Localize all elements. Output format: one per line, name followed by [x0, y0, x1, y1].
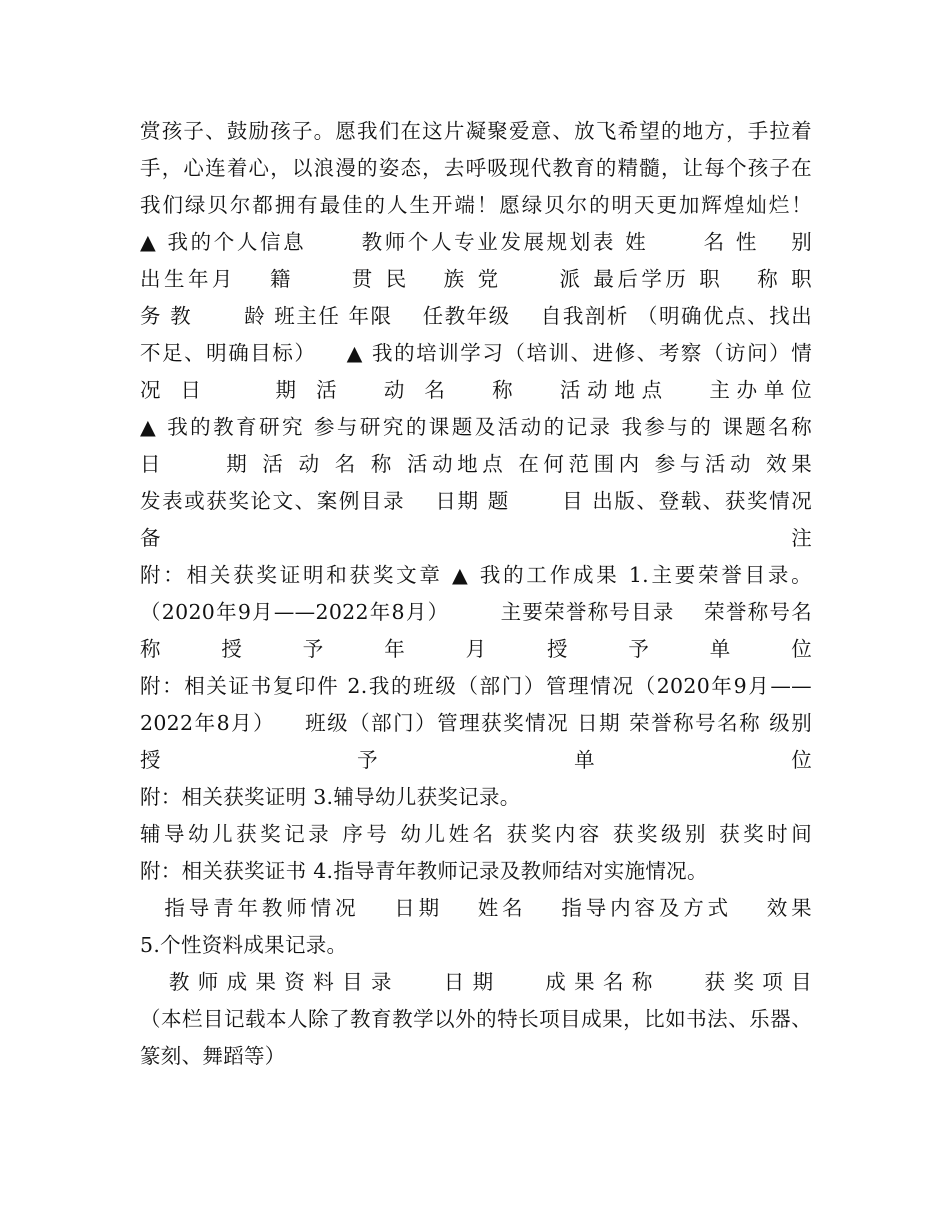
text-line: 附：相关证书复印件 2.我的班级（部门）管理情况（2020年9月—— — [140, 674, 812, 698]
text-line: 称 授 予 年 月 授 予 单 位 — [140, 637, 812, 661]
text-line: 赏孩子、鼓励孩子。愿我们在这片凝聚爱意、放飞希望的地方，手拉着 — [140, 119, 812, 143]
text-line: 附：相关获奖证明 3.辅导幼儿获奖记录。 — [140, 785, 521, 809]
text-line: 不足、明确目标） ▲ 我的培训学习（培训、进修、考察（访问）情 — [140, 341, 812, 365]
text-line: 出生年月 籍 贯 民 族 党 派 最后学历 职 称 职 — [140, 267, 812, 291]
text-line: 篆刻、舞蹈等） — [140, 1044, 286, 1068]
text-line: 手，心连着心，以浪漫的姿态，去呼吸现代教育的精髓，让每个孩子在 — [140, 156, 812, 180]
text-line: 备 注 — [140, 526, 812, 550]
text-line: ▲ 我的教育研究 参与研究的课题及活动的记录 我参与的 课题名称 — [140, 415, 812, 439]
text-line: 教师成果资料目录 日期 成果名称 获奖项目 — [140, 970, 812, 994]
text-line: 附：相关获奖证书 4.指导青年教师记录及教师结对实施情况。 — [140, 859, 708, 883]
text-line: ▲ 我的个人信息 教师个人专业发展规划表 姓 名 性 别 — [140, 230, 812, 254]
text-line: （本栏目记载本人除了教育教学以外的特长项目成果，比如书法、乐器、 — [140, 1007, 812, 1031]
text-line: 我们绿贝尔都拥有最佳的人生开端！愿绿贝尔的明天更加辉煌灿烂！ — [140, 193, 812, 217]
text-line: 务 教 龄 班主任 年限 任教年级 自我剖析 （明确优点、找出 — [140, 304, 812, 328]
text-line: （2020年9月——2022年8月） 主要荣誉称号目录 荣誉称号名 — [140, 600, 812, 624]
text-line: 辅导幼儿获奖记录 序号 幼儿姓名 获奖内容 获奖级别 获奖时间 — [140, 822, 812, 846]
text-line: 5.个性资料成果记录。 — [140, 933, 348, 957]
text-line: 2022年8月） 班级（部门）管理获奖情况 日期 荣誉称号名称 级别 — [140, 711, 812, 735]
text-line: 授 予 单 位 — [140, 748, 812, 772]
text-line: 指导青年教师情况 日期 姓名 指导内容及方式 效果 — [140, 896, 812, 920]
text-line: 日 期 活 动 名 称 活动地点 在何范围内 参与活动 效果 — [140, 452, 812, 476]
text-line: 附：相关获奖证明和获奖文章 ▲ 我的工作成果 1.主要荣誉目录。 — [140, 563, 812, 587]
text-line: 发表或获奖论文、案例目录 日期 题 目 出版、登载、获奖情况 — [140, 489, 812, 513]
text-line: 况 日 期 活 动 名 称 活动地点 主办单位 — [140, 378, 812, 402]
